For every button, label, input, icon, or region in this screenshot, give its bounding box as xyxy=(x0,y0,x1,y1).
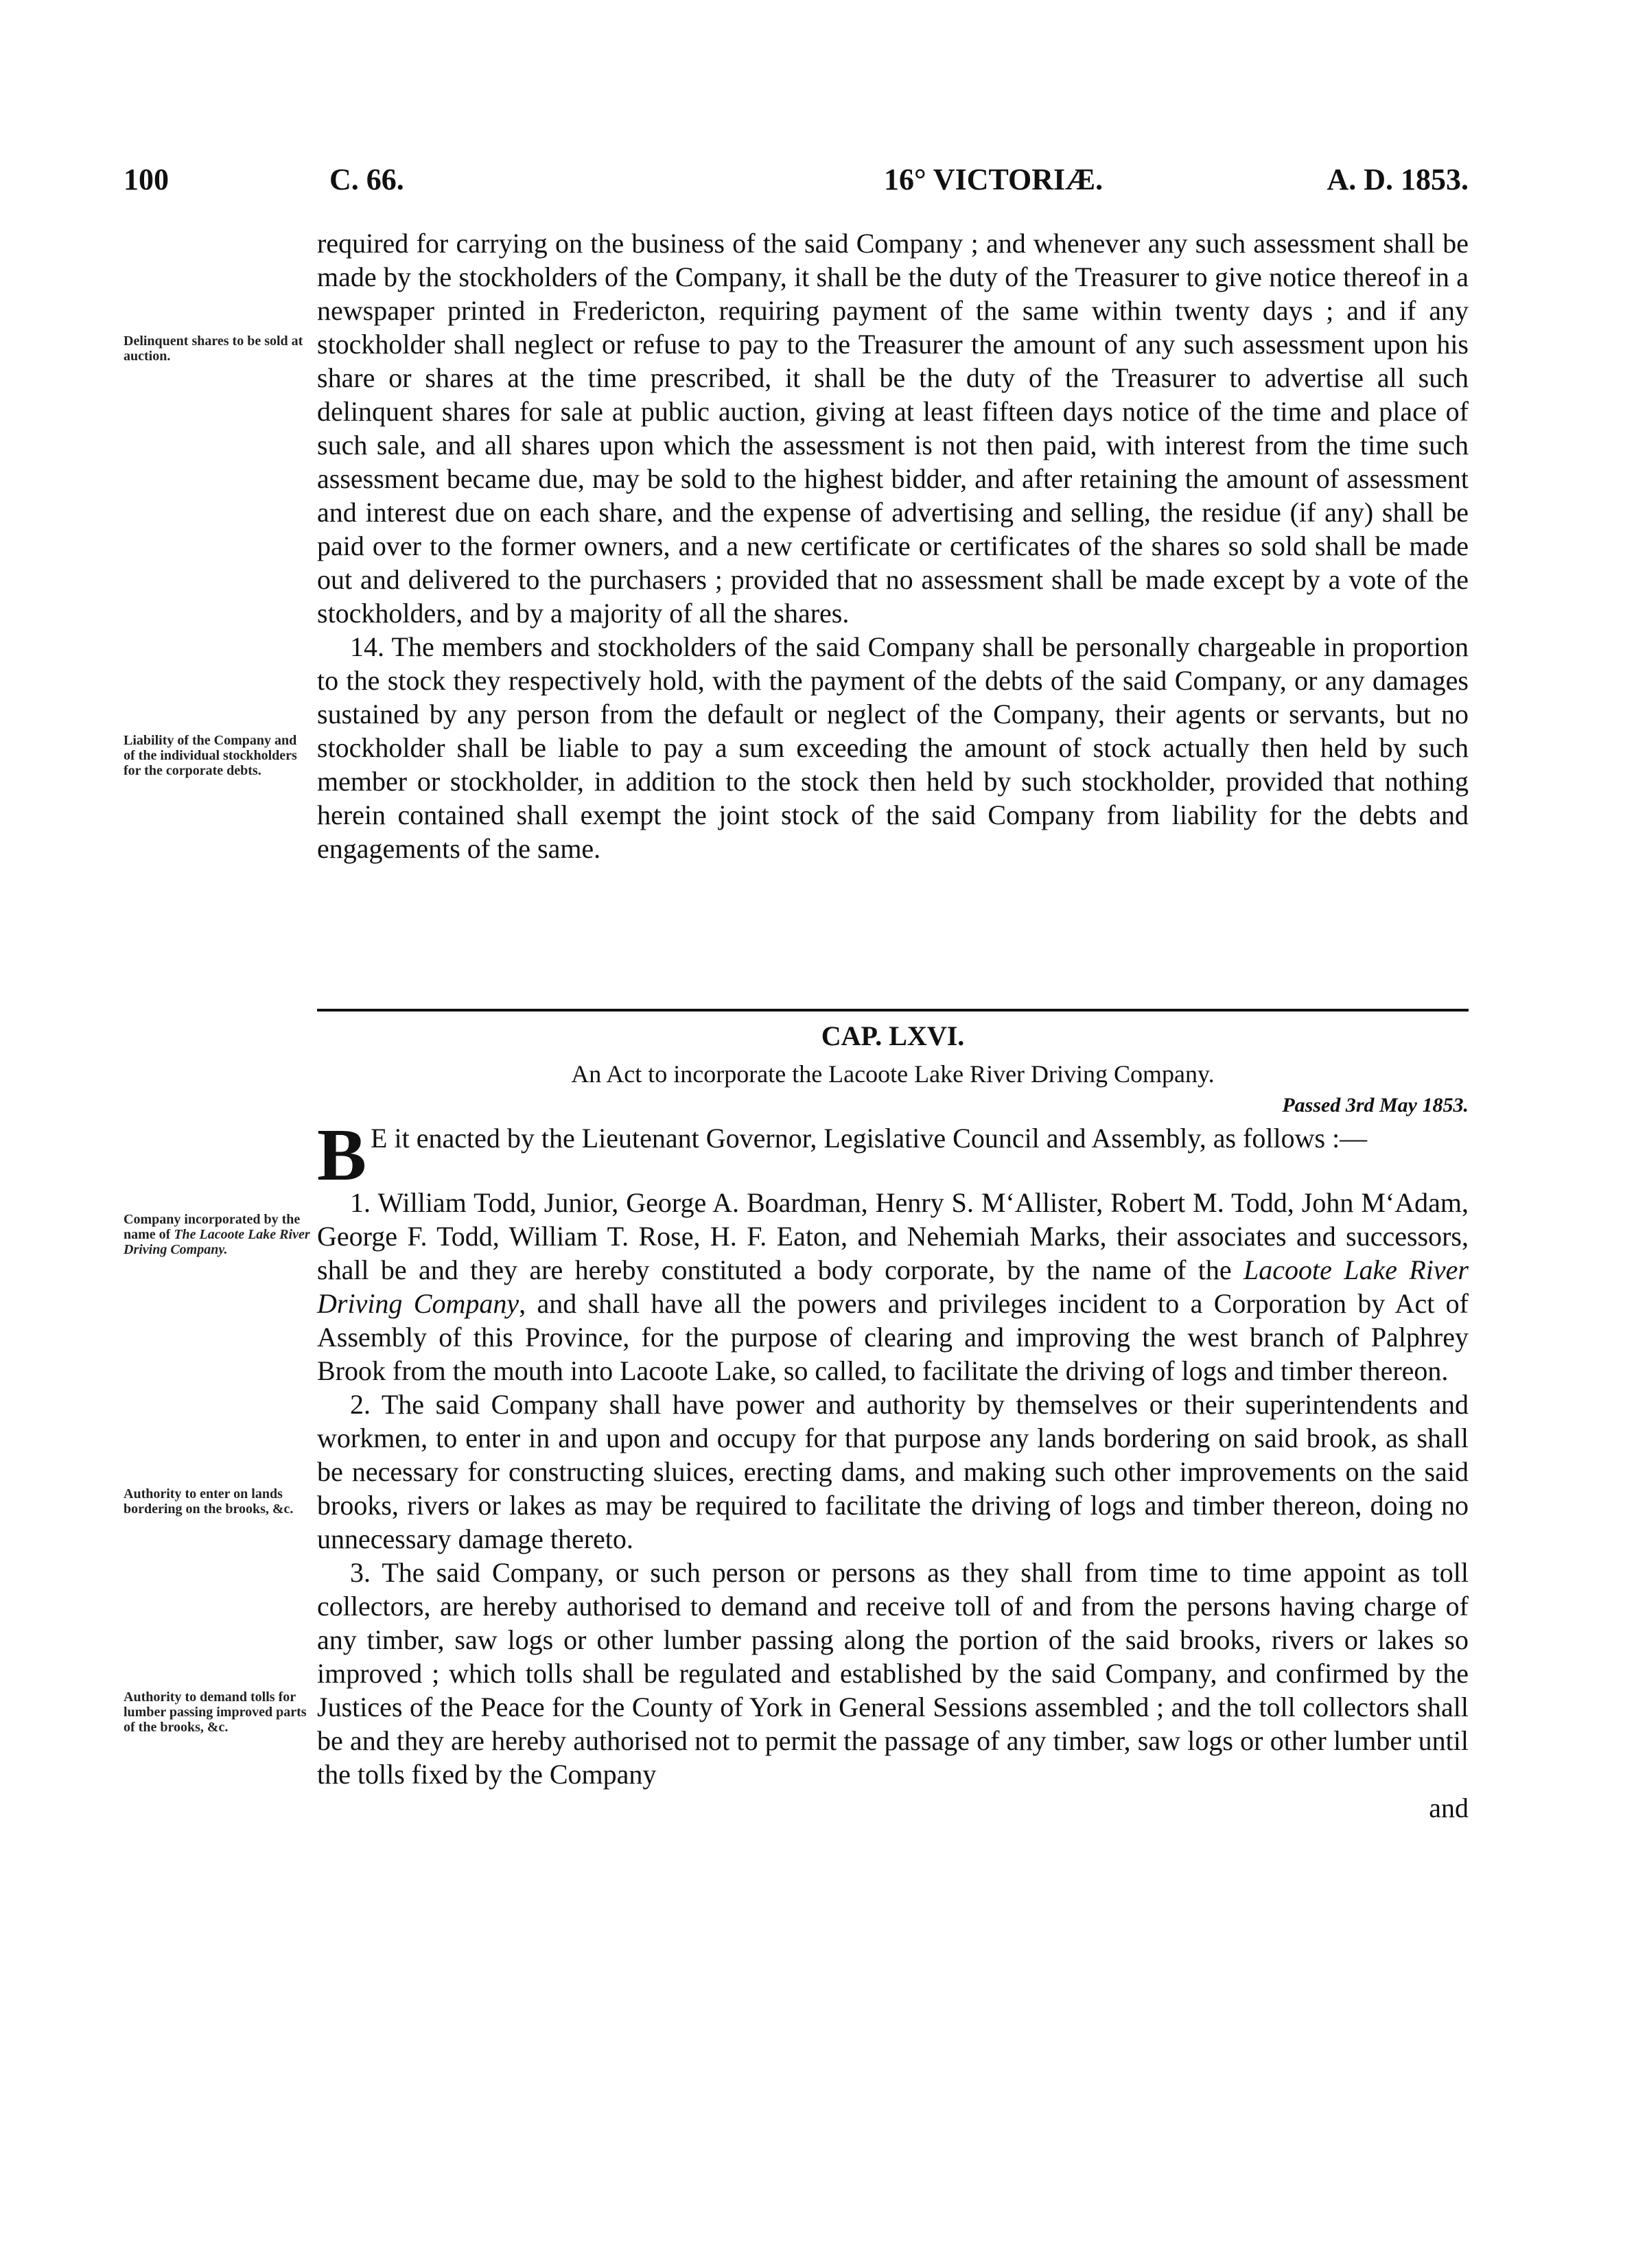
enacting-text: E it enacted by the Lieutenant Governor, Legislative Council and Assembly, as follows :— xyxy=(371,1123,1368,1154)
calendar-year: A. D. 1853. xyxy=(1327,163,1469,196)
marginal-note-liability: Liability of the Company and of the individual stockholders for the corporate debts. xyxy=(124,733,297,778)
enacting-clause xyxy=(317,1114,1469,1196)
marginal-note-authority-tolls: Authority to demand tolls for lumber passing improved parts of the brooks, &c. xyxy=(124,1690,307,1735)
marginal-note-incorporation xyxy=(124,1212,310,1257)
company-name: Lacoote Lake River Driving Company xyxy=(317,1254,1469,1319)
section-14: 14. The members and stockholders of the said Company shall be personally chargeable in proportion to the stock they respectively hold, with the payment of the debts of the said Company, or any damages sustained by any person from the default or neglect of the Company, their agents or servants, but no stockholder shall be liable to pay a sum exceeding the amount of stock actually then held by such member or stockholder, in addition to the stock then held by such stockholder, provided that nothing herein contained shall exempt the joint stock of the said Company from liability for the debts and engagements of the same. xyxy=(317,631,1469,864)
running-header xyxy=(124,162,1469,206)
marginal-note-incorporation-text: Company incorporated by the name of xyxy=(124,1212,301,1242)
section-1 xyxy=(317,1186,1469,1388)
marginal-note-authority-enter: Authority to enter on lands bordering on the brooks, &c. xyxy=(124,1486,294,1517)
marginal-note-company-name: The Lacoote Lake River Driving Company. xyxy=(124,1227,310,1257)
section-divider-rule xyxy=(317,1009,1469,1012)
drop-cap: B xyxy=(317,1114,367,1196)
section-1-text: 1. William Todd, Junior, George A. Boardman, Henry S. M‘Allister, Robert M. Todd, John M‘Adam, George F. Todd, William T. Rose, H. F. Eaton, and Nehemiah Marks, their associates and successors, shall be and they are hereby constituted a body corporate, by the name of the xyxy=(317,1187,1469,1285)
section-1-text-continued: , and shall have all the powers and privileges incident to a Corporation by Act of Assembly of this Province, for the purpose of clearing and improving the west branch of Palphrey Brook from the mouth into Lacoote Lake, so called, to facilitate the driving of logs and timber thereon. xyxy=(317,1288,1469,1386)
cap-heading: CAP. LXVI. xyxy=(821,1020,965,1051)
regnal-year: 16° VICTORIÆ. xyxy=(884,163,1103,196)
section-3: 3. The said Company, or such person or persons as they shall from time to time appoint as toll collectors, are hereby authorised to demand and receive toll of and from the persons having charge of any timber, saw logs or other lumber passing along the portion of the said brooks, rivers or lakes so improved ; which tolls shall be regulated and established by the said Company, and confirmed by the Justices of the Peace for the County of York in General Sessions assembled ; and the toll collectors shall be and they are hereby authorised not to permit the passage of any timber, saw logs or other lumber until the tolls fixed by the Company xyxy=(317,1557,1469,1790)
section-2: 2. The said Company shall have power and authority by themselves or their superintendents and workmen, to enter in and upon and occupy for that purpose any lands bordering on said brook, as shall be necessary for constructing sluices, erecting dams, and making such other improvements on the said brooks, rivers or lakes as may be required to facilitate the driving of logs and timber thereon, doing no unnecessary damage thereto. xyxy=(317,1389,1469,1554)
act-title: An Act to incorporate the Lacoote Lake River Driving Company. xyxy=(571,1060,1215,1088)
page-number: 100 xyxy=(124,163,169,196)
chapter-number: C. 66. xyxy=(329,163,404,196)
marginal-note-delinquent: Delinquent shares to be sold at auction. xyxy=(124,334,303,364)
passed-date: Passed 3rd May 1853. xyxy=(1282,1094,1469,1117)
act-body xyxy=(317,1114,1469,1825)
continued-section-text xyxy=(317,226,1469,865)
catchword: and xyxy=(1429,1792,1469,1823)
assessment-paragraph: required for carrying on the business of the said Company ; and whenever any such assessment shall be made by the stockholders of the Company, it shall be the duty of the Treasurer to give notice thereof in a newspaper printed in Fredericton, requiring payment of the same within twenty days ; and if any stockholder shall neglect or refuse to pay to the Treasurer the amount of any such assessment upon his share or shares at the time prescribed, it shall be the duty of the Treasurer to advertise all such delinquent shares for sale at public auction, giving at least fifteen days notice of the time and place of such sale, and all shares upon which the assessment is not then paid, with interest from the time such assessment became due, may be sold to the highest bidder, and after retaining the amount of assessment and interest due on each share, and the expense of advertising and selling, the residue (if any) shall be paid over to the former owners, and a new certificate or certificates of the shares so sold shall be made out and delivered to the purchasers ; provided that no assessment shall be made except by a vote of the stockholders, and by a majority of all the shares. xyxy=(317,228,1469,629)
